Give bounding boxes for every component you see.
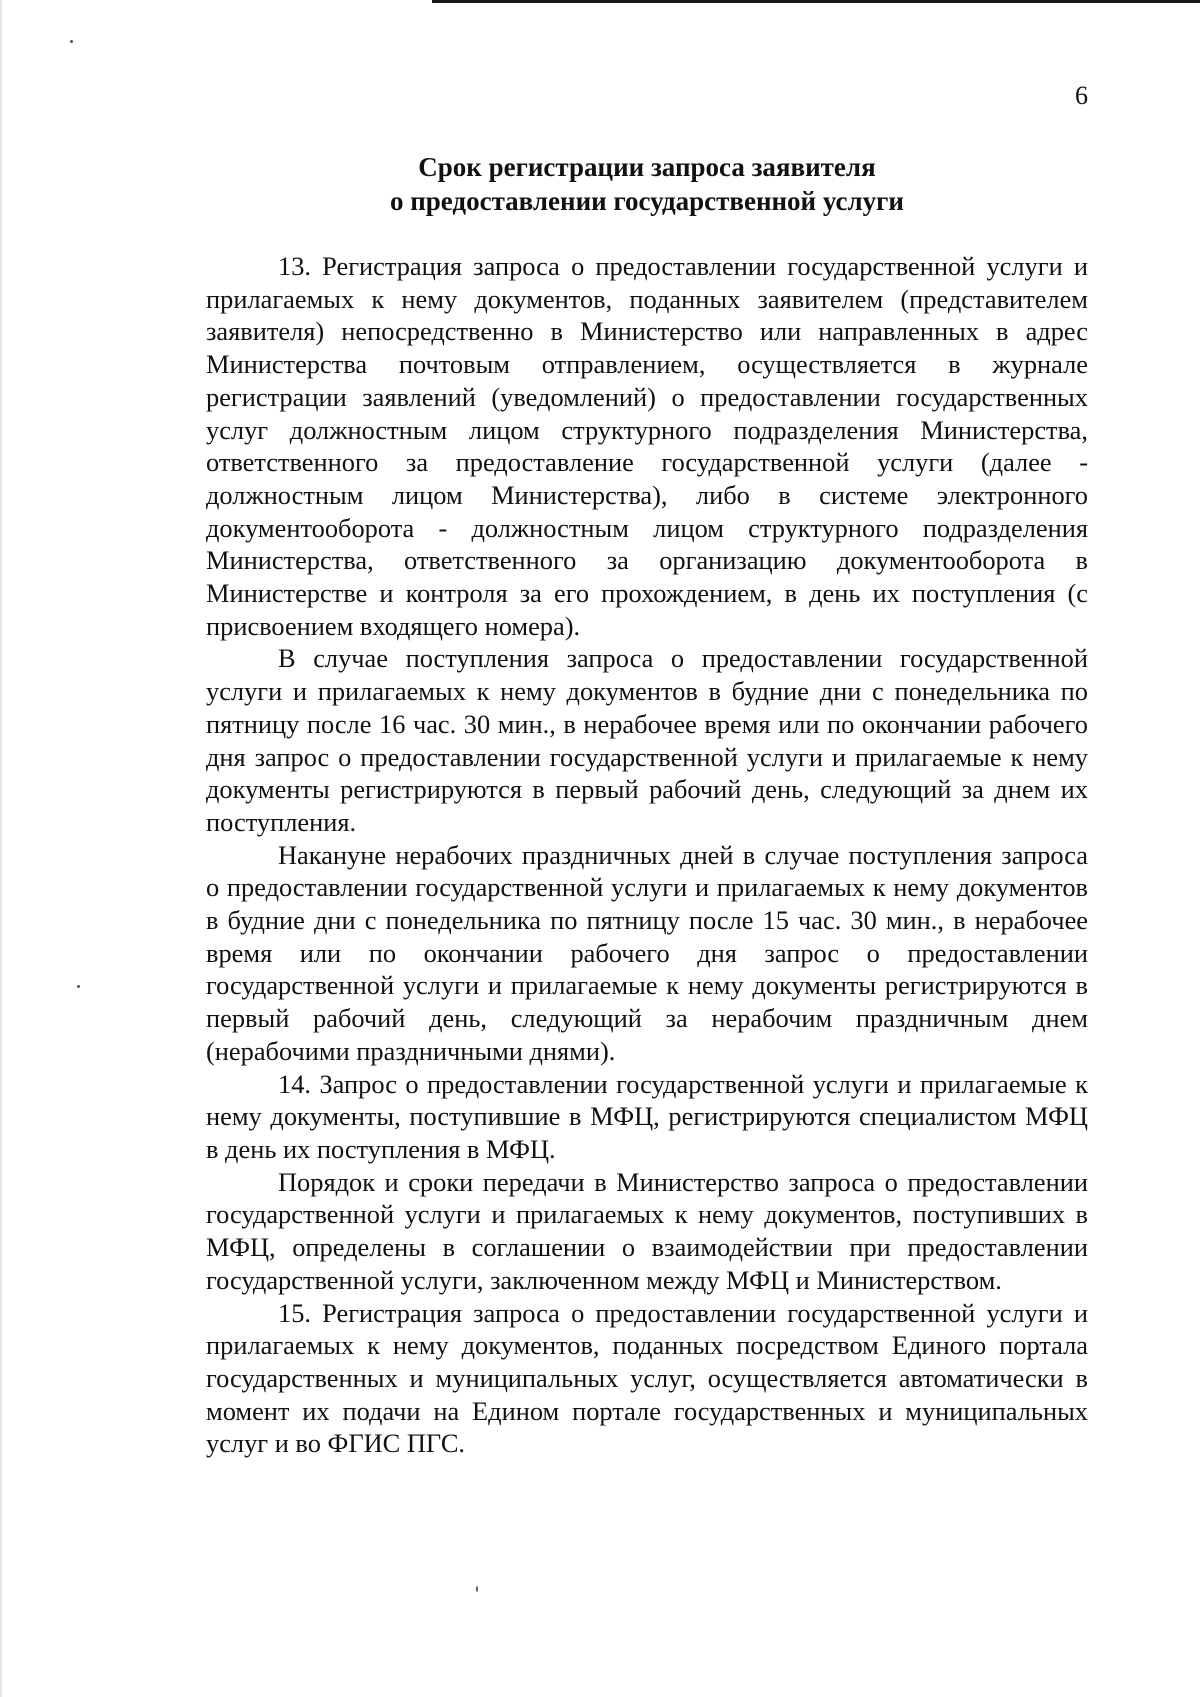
scan-top-rule xyxy=(432,0,1200,3)
paragraph-after-hours: В случае поступления запроса о предоставлении государственной услуги и прилагаемых к нему документов в будние дни с понедельника по пятницу после 16 час. 30 мин., в нерабочее время или по окончании рабочего дня запрос о предоставлении государственной услуги и прилагаемые к нему документы регистрируются в первый рабочий день, следующий за днем их поступления. xyxy=(206,643,1088,837)
scan-speck xyxy=(77,985,80,988)
scan-left-edge xyxy=(0,0,2,1697)
page-number: 6 xyxy=(1075,81,1088,110)
heading-line-2: о предоставлении государственной услуги xyxy=(389,186,904,216)
paragraph-holidays: Накануне нерабочих праздничных дней в случае поступления запроса о предоставлении государственной услуги и прилагаемых к нему документов в будние дни с понедельника по пятницу после 15 час. 30 мин., в нерабочее время или по окончании рабочего дня запрос о предоставлении государственной услуги и прилагаемые к нему документы регистрируются в первый рабочий день, следующий за нерабочим праздничным днем (нерабочими праздничными днями). xyxy=(206,839,1088,1066)
body-text xyxy=(206,250,1088,1460)
paragraph-13: 13. Регистрация запроса о предоставлении государственной услуги и прилагаемых к нему документов, поданных заявителем (представителем заявителя) непосредственно в Министерство или направленных в адрес Министерства почтовым отправлением, осуществляется в журнале регистрации заявлений (уведомлений) о предоставлении государственных услуг должностным лицом структурного подразделения Министерства, ответственного за предоставление государственной услуги (далее - должностным лицом Министерства), либо в системе электронного документооборота - должностным лицом структурного подразделения Министерства, ответственного за организацию документооборота в Министерстве и контроля за его прохождением, в день их поступления (с присвоением входящего номера). xyxy=(206,251,1088,641)
heading-line-1: Срок регистрации запроса заявителя xyxy=(418,152,876,182)
paragraph-14: 14. Запрос о предоставлении государственной услуги и прилагаемые к нему документы, поступившие в МФЦ, регистрируются специалистом МФЦ в день их поступления в МФЦ. xyxy=(206,1068,1088,1164)
paragraph-mfc-transfer: Порядок и сроки передачи в Министерство запроса о предоставлении государственной услуги и прилагаемых к нему документов, поступивших в МФЦ, определены в соглашении о взаимодействии при предоставлении государственной услуги, заключенном между МФЦ и Министерством. xyxy=(206,1166,1088,1295)
section-heading xyxy=(206,150,1088,218)
scan-speck xyxy=(70,40,73,43)
paragraph-15: 15. Регистрация запроса о предоставлении государственной услуги и прилагаемых к нему документов, поданных посредством Единого портала государственных и муниципальных услуг, осуществляется автоматически в момент их подачи на Едином портале государственных и муниципальных услуг и во ФГИС ПГС. xyxy=(206,1297,1088,1459)
scan-speck xyxy=(476,1586,478,1592)
